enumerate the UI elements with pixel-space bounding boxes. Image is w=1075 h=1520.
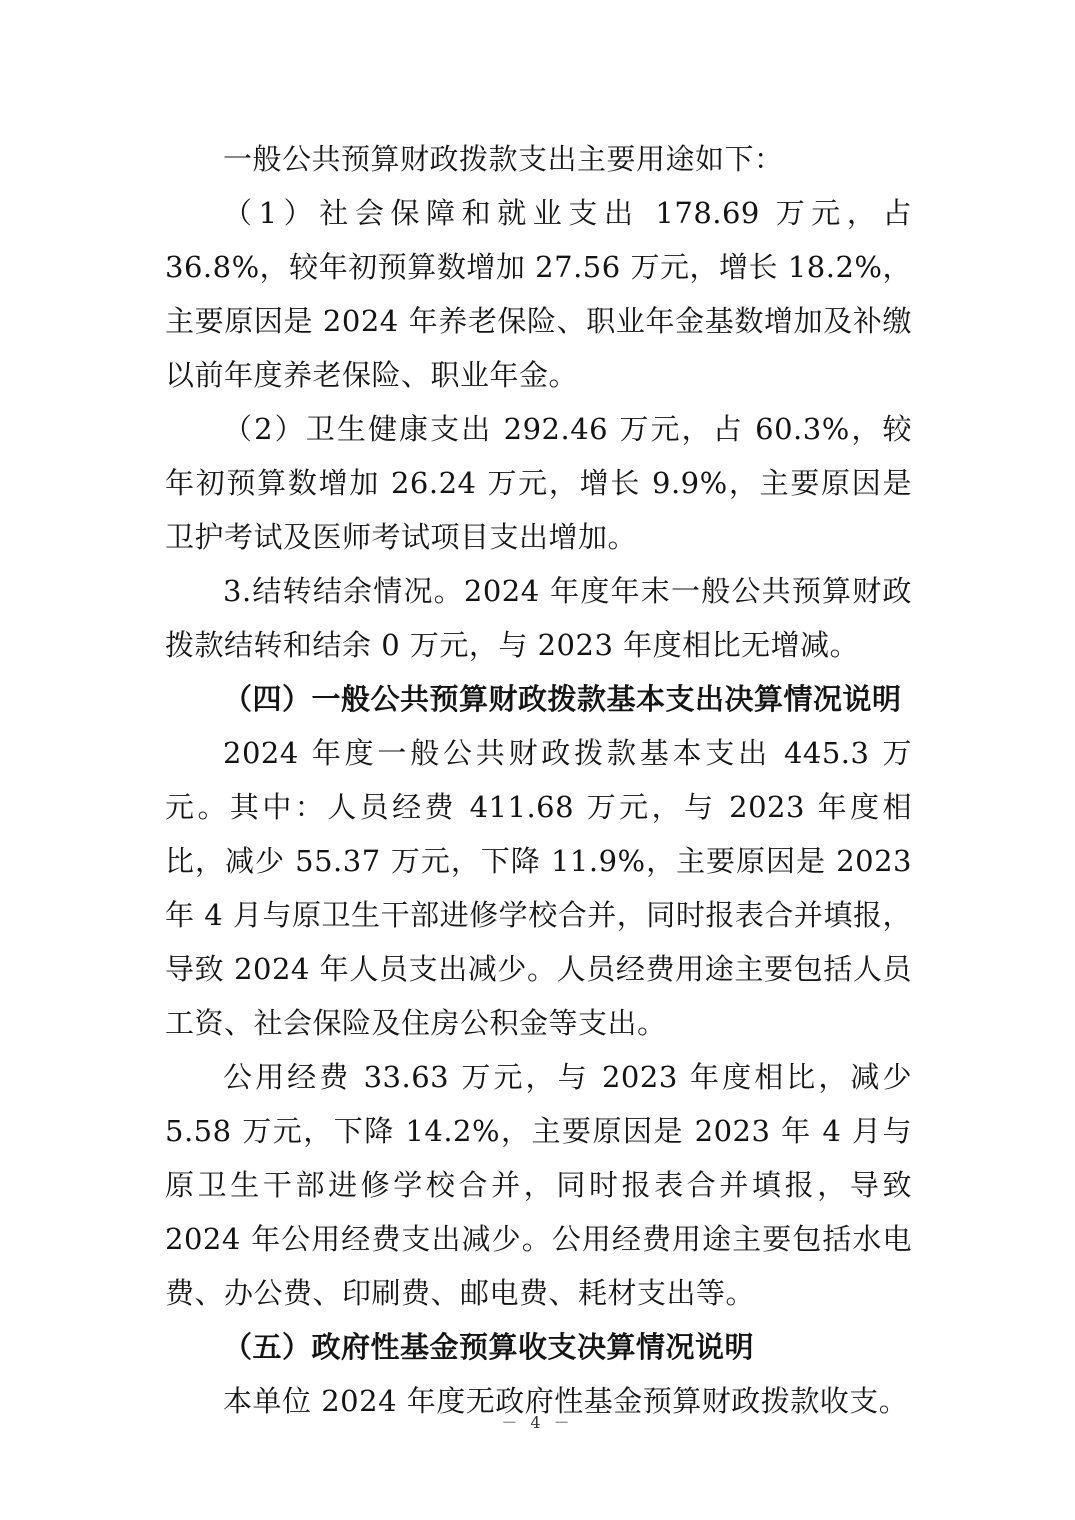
document-body: [165, 132, 912, 1428]
paragraph-public-expenses: 公用经费 33.63 万元，与 2023 年度相比，减少 5.58 万元，下降 14.2%，主要原因是 2023 年 4 月与原卫生干部进修学校合并，同时报表合并填报，导致 2024 年公用经费支出减少。公用经费用途主要包括水电费、办公费、印刷费、邮电费、耗材支出等。: [165, 1060, 912, 1310]
paragraph-carryover-balance: 3.结转结余情况。2024 年度年末一般公共预算财政拨款结转和结余 0 万元，与 2023 年度相比无增减。: [165, 574, 912, 662]
paragraph-government-fund-statement: 本单位 2024 年度无政府性基金预算财政拨款收支。: [223, 1384, 909, 1418]
paragraph-health-expenditure: （2）卫生健康支出 292.46 万元，占 60.3%，较年初预算数增加 26.24 万元，增长 9.9%，主要原因是卫护考试及医师考试项目支出增加。: [165, 412, 912, 554]
paragraph-social-security-expenditure: （1）社会保障和就业支出 178.69 万元，占 36.8%，较年初预算数增加 27.56 万元，增长 18.2%，主要原因是 2024 年养老保险、职业年金基数增加及补缴以前年度养老保险、职业年金。: [165, 196, 912, 392]
paragraph-expenditure-uses-intro: 一般公共预算财政拨款支出主要用途如下：: [223, 142, 784, 176]
section-heading-government-fund: （五）政府性基金预算收支决算情况说明: [223, 1330, 755, 1364]
section-heading-basic-expenditure: （四）一般公共预算财政拨款基本支出决算情况说明: [223, 682, 902, 716]
paragraph-personnel-expenses: 2024 年度一般公共财政拨款基本支出 445.3 万元。其中：人员经费 411.68 万元，与 2023 年度相比，减少 55.37 万元，下降 11.9%，主要原因是 2023 年 4 月与原卫生干部进修学校合并，同时报表合并填报，导致 2024 年人员支出减少。人员经费用途主要包括人员工资、社会保险及住房公积金等支出。: [165, 736, 912, 1040]
page-number: － 4 －: [501, 1413, 574, 1432]
